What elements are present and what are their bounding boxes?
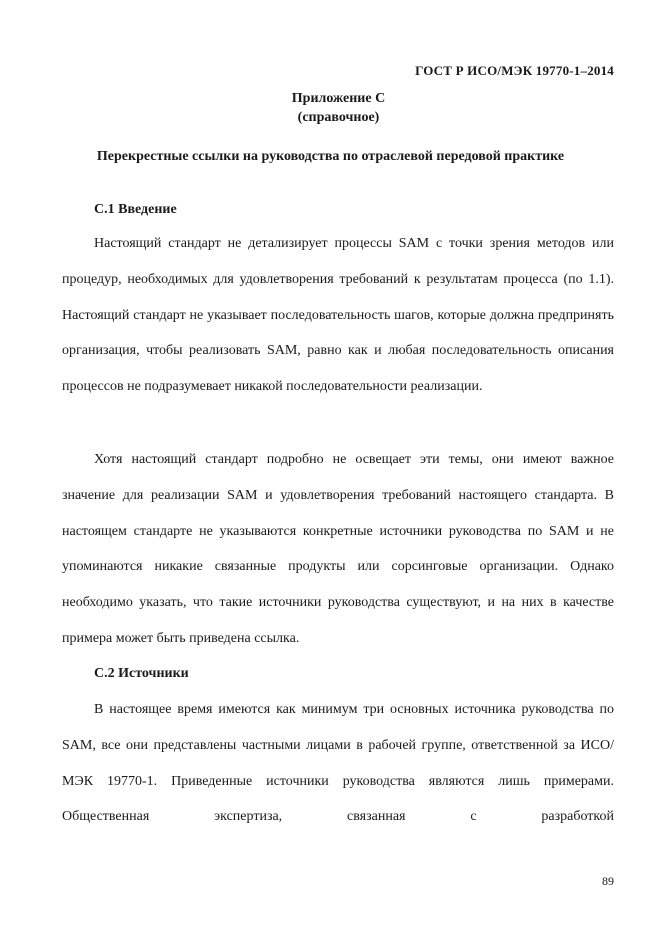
paragraph-intro-2: Хотя настоящий стандарт подробно не освещает эти темы, они имеют важное значение для реализации SAM и удовлетворения требований настоящего стандарта. В настоящем стандарте не указываются конкретные источники руководства по SAM и не упоминаются никакие связанные продукты или сорсинговые организации. Однако необходимо указать, что такие источники руководства существуют, и на них в качестве примера может быть приведена ссылка. <box>62 452 614 646</box>
document-header-code: ГОСТ Р ИСО/МЭК 19770-1–2014 <box>415 63 614 78</box>
section-heading-introduction: С.1 Введение <box>94 202 177 217</box>
document-title: Перекрестные ссылки на руководства по отраслевой передовой практике <box>96 149 565 164</box>
paragraph-intro-1: Настоящий стандарт не детализирует процессы SAM с точки зрения методов или процедур, необходимых для удовлетворения требований к результатам процесса (по 1.1). Настоящий стандарт не указывает последовательность шагов, которые должна предпринять организация, чтобы реализовать SAM, равно как и любая последовательность описания процессов не подразумевает никакой последовательности реализации. <box>62 236 614 395</box>
page-number: 89 <box>602 874 614 888</box>
section-heading-sources: С.2 Источники <box>94 666 189 681</box>
appendix-subtitle: (справочное) <box>297 110 380 125</box>
appendix-title: Приложение С <box>291 91 386 106</box>
paragraph-sources-1: В настоящее время имеются как минимум три основных источника руководства по SAM, все они представлены частными лицами в рабочей группе, ответственной за ИСО/МЭК 19770-1. Приведенные источники руководства являются лишь примерами. Общественная экспертиза, связанная с разработкой <box>62 702 614 825</box>
